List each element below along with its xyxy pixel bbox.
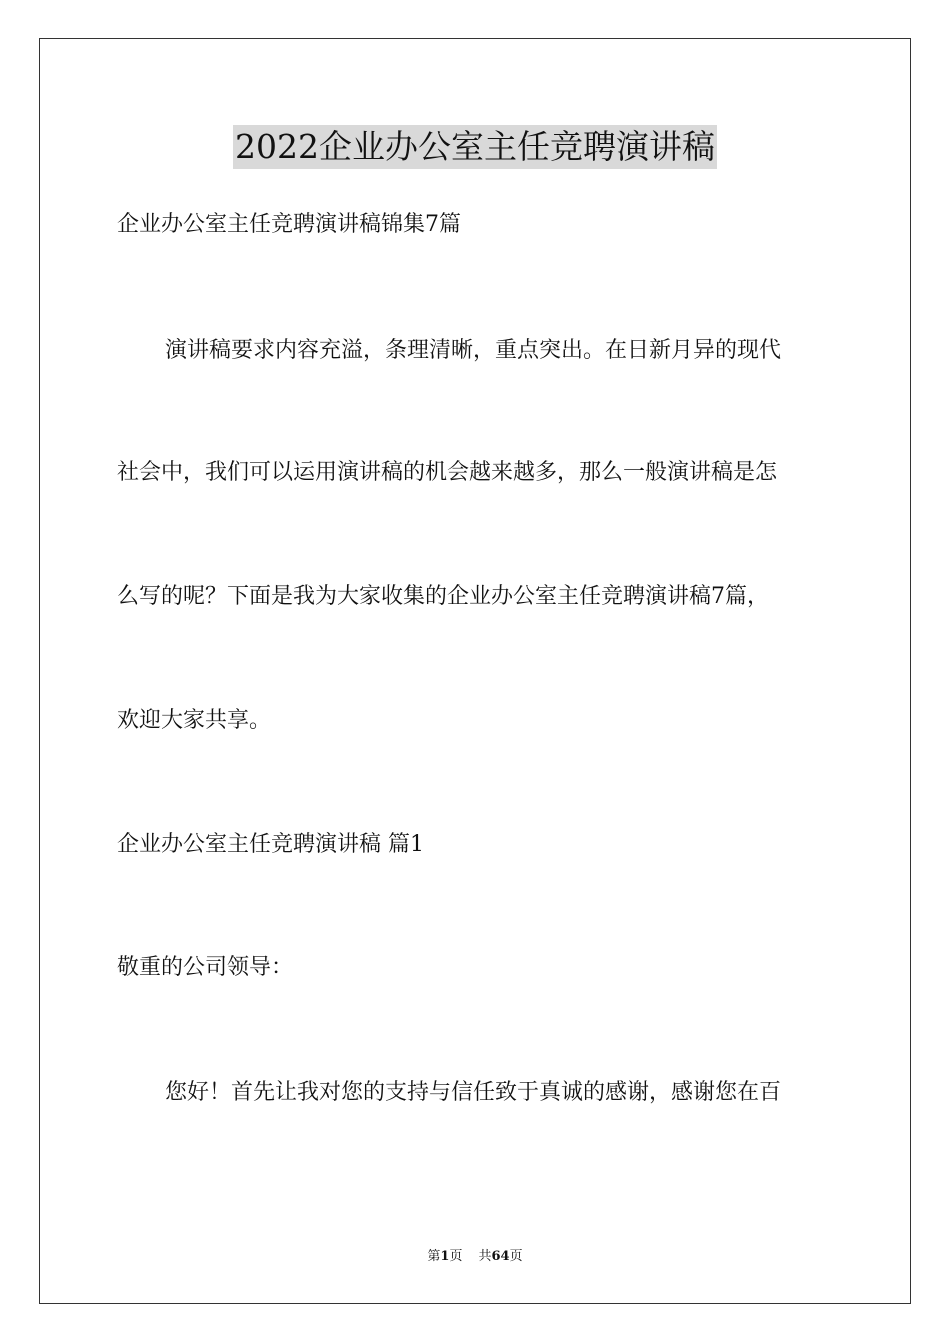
footer-page-number: 1 <box>440 1249 450 1264</box>
salutation: 敬重的公司领导： <box>117 955 294 980</box>
page-footer <box>0 1248 950 1266</box>
paragraph-line: 社会中，我们可以运用演讲稿的机会越来越多，那么一般演讲稿是怎 <box>117 460 778 485</box>
footer-page-suffix: 页 <box>449 1249 463 1264</box>
paragraph-line: 演讲稿要求内容充溢，条理清晰，重点突出。在日新月异的现代 <box>165 338 782 363</box>
section-heading: 企业办公室主任竞聘演讲稿 篇1 <box>117 832 424 857</box>
footer-total-suffix: 页 <box>509 1249 523 1264</box>
footer-total-pages: 64 <box>491 1249 510 1264</box>
document-subtitle: 企业办公室主任竞聘演讲稿锦集7篇 <box>117 212 461 237</box>
paragraph-line: 么写的呢？下面是我为大家收集的企业办公室主任竞聘演讲稿7篇， <box>117 584 769 609</box>
paragraph-line: 您好！首先让我对您的支持与信任致于真诚的感谢，感谢您在百 <box>165 1080 782 1105</box>
paragraph-line: 欢迎大家共享。 <box>117 708 272 733</box>
footer-page-prefix: 第 <box>427 1249 441 1264</box>
title-container <box>0 125 950 169</box>
document-title: 2022企业办公室主任竞聘演讲稿 <box>233 125 717 169</box>
footer-total-prefix: 共 <box>478 1249 492 1264</box>
